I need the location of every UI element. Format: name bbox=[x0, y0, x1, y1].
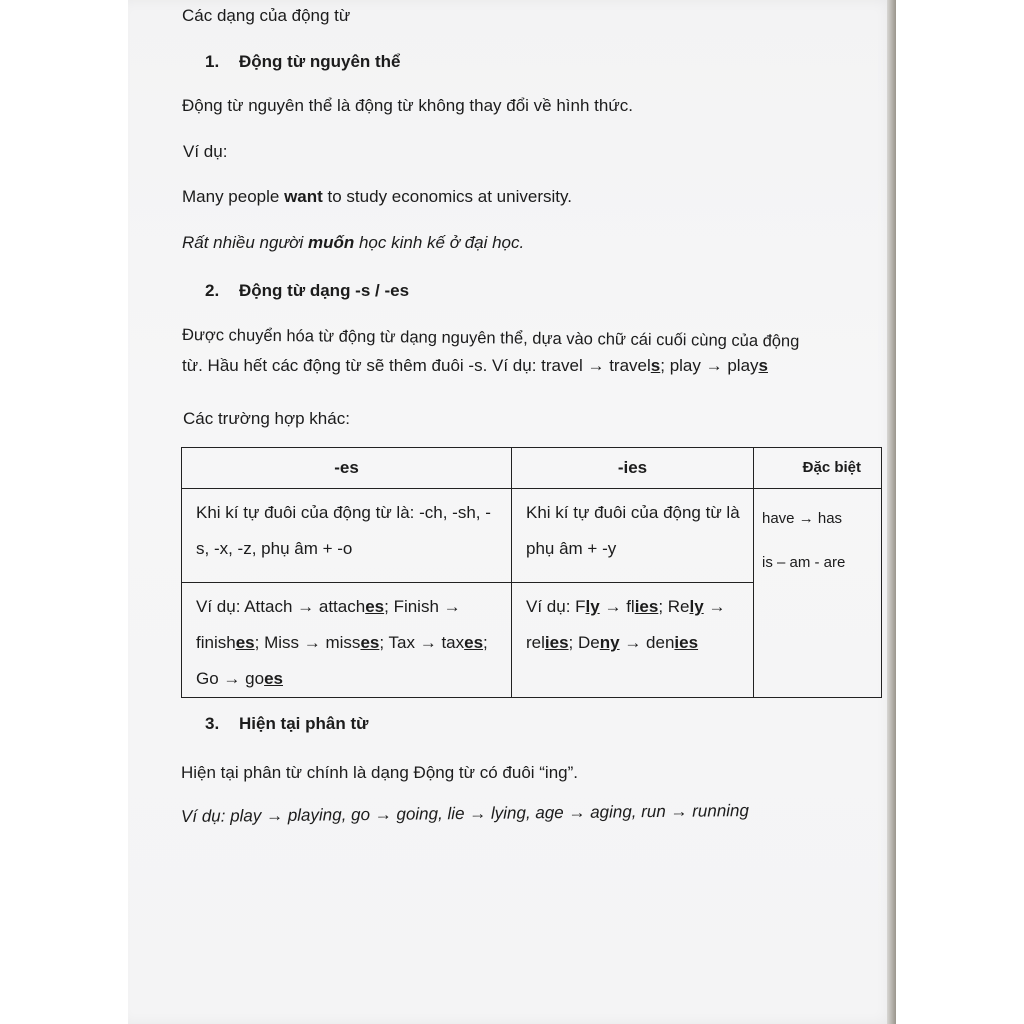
rule-ies-cell: Khi kí tự đuôi của động từ là phụ âm + -y bbox=[512, 489, 754, 583]
special-be: is – am - are bbox=[762, 554, 846, 571]
section-1-example-label: Ví dụ: bbox=[183, 142, 228, 161]
table-row bbox=[182, 489, 882, 583]
section-2-line-1: Được chuyển hóa từ động từ dạng nguyên thể, dựa vào chữ cái cuối cùng của động bbox=[181, 326, 800, 351]
special-have-has: have → has bbox=[762, 510, 843, 527]
rule-es-cell: Khi kí tự đuôi của động từ là: -ch, -sh, -s, -x, -z, phụ âm + -o bbox=[182, 489, 512, 583]
example-es-cell: Ví dụ: Attach → attaches; Finish → finishes; Miss → misses; Tax → taxes; Go → goes bbox=[182, 583, 512, 698]
section-2-heading: 2. Động từ dạng -s / -es bbox=[205, 281, 410, 300]
header-special: Đặc biệt bbox=[754, 448, 882, 489]
page-title: Các dạng của động từ bbox=[182, 6, 351, 25]
section-3-heading: 3. Hiện tại phân từ bbox=[205, 714, 369, 733]
special-cell bbox=[754, 489, 882, 698]
section-1-heading: 1. Động từ nguyên thể bbox=[205, 52, 401, 71]
table-header-row bbox=[182, 448, 882, 489]
section-1-definition: Động từ nguyên thể là động từ không thay đổi về hình thức. bbox=[182, 96, 633, 115]
header-es: -es bbox=[182, 448, 512, 489]
section-2-line-2: từ. Hầu hết các động từ sẽ thêm đuôi -s. Ví dụ: travel → travels; play → plays bbox=[182, 356, 768, 375]
section-3-definition: Hiện tại phân từ chính là dạng Động từ có đuôi “ing”. bbox=[181, 763, 579, 782]
section-3-example: Ví dụ: play → playing, go → going, lie → lying, age → aging, run → running bbox=[180, 801, 750, 826]
book-spine bbox=[887, 0, 896, 1024]
other-cases-label: Các trường hợp khác: bbox=[183, 409, 350, 428]
conjugation-table bbox=[181, 447, 882, 698]
section-1-example-english: Many people want to study economics at university. bbox=[182, 187, 572, 206]
example-ies-cell: Ví dụ: Fly → flies; Rely → relies; Deny → denies bbox=[512, 583, 754, 698]
section-1-example-vietnamese: Rất nhiều người muốn học kinh kế ở đại học. bbox=[182, 233, 525, 252]
header-ies: -ies bbox=[512, 448, 754, 489]
